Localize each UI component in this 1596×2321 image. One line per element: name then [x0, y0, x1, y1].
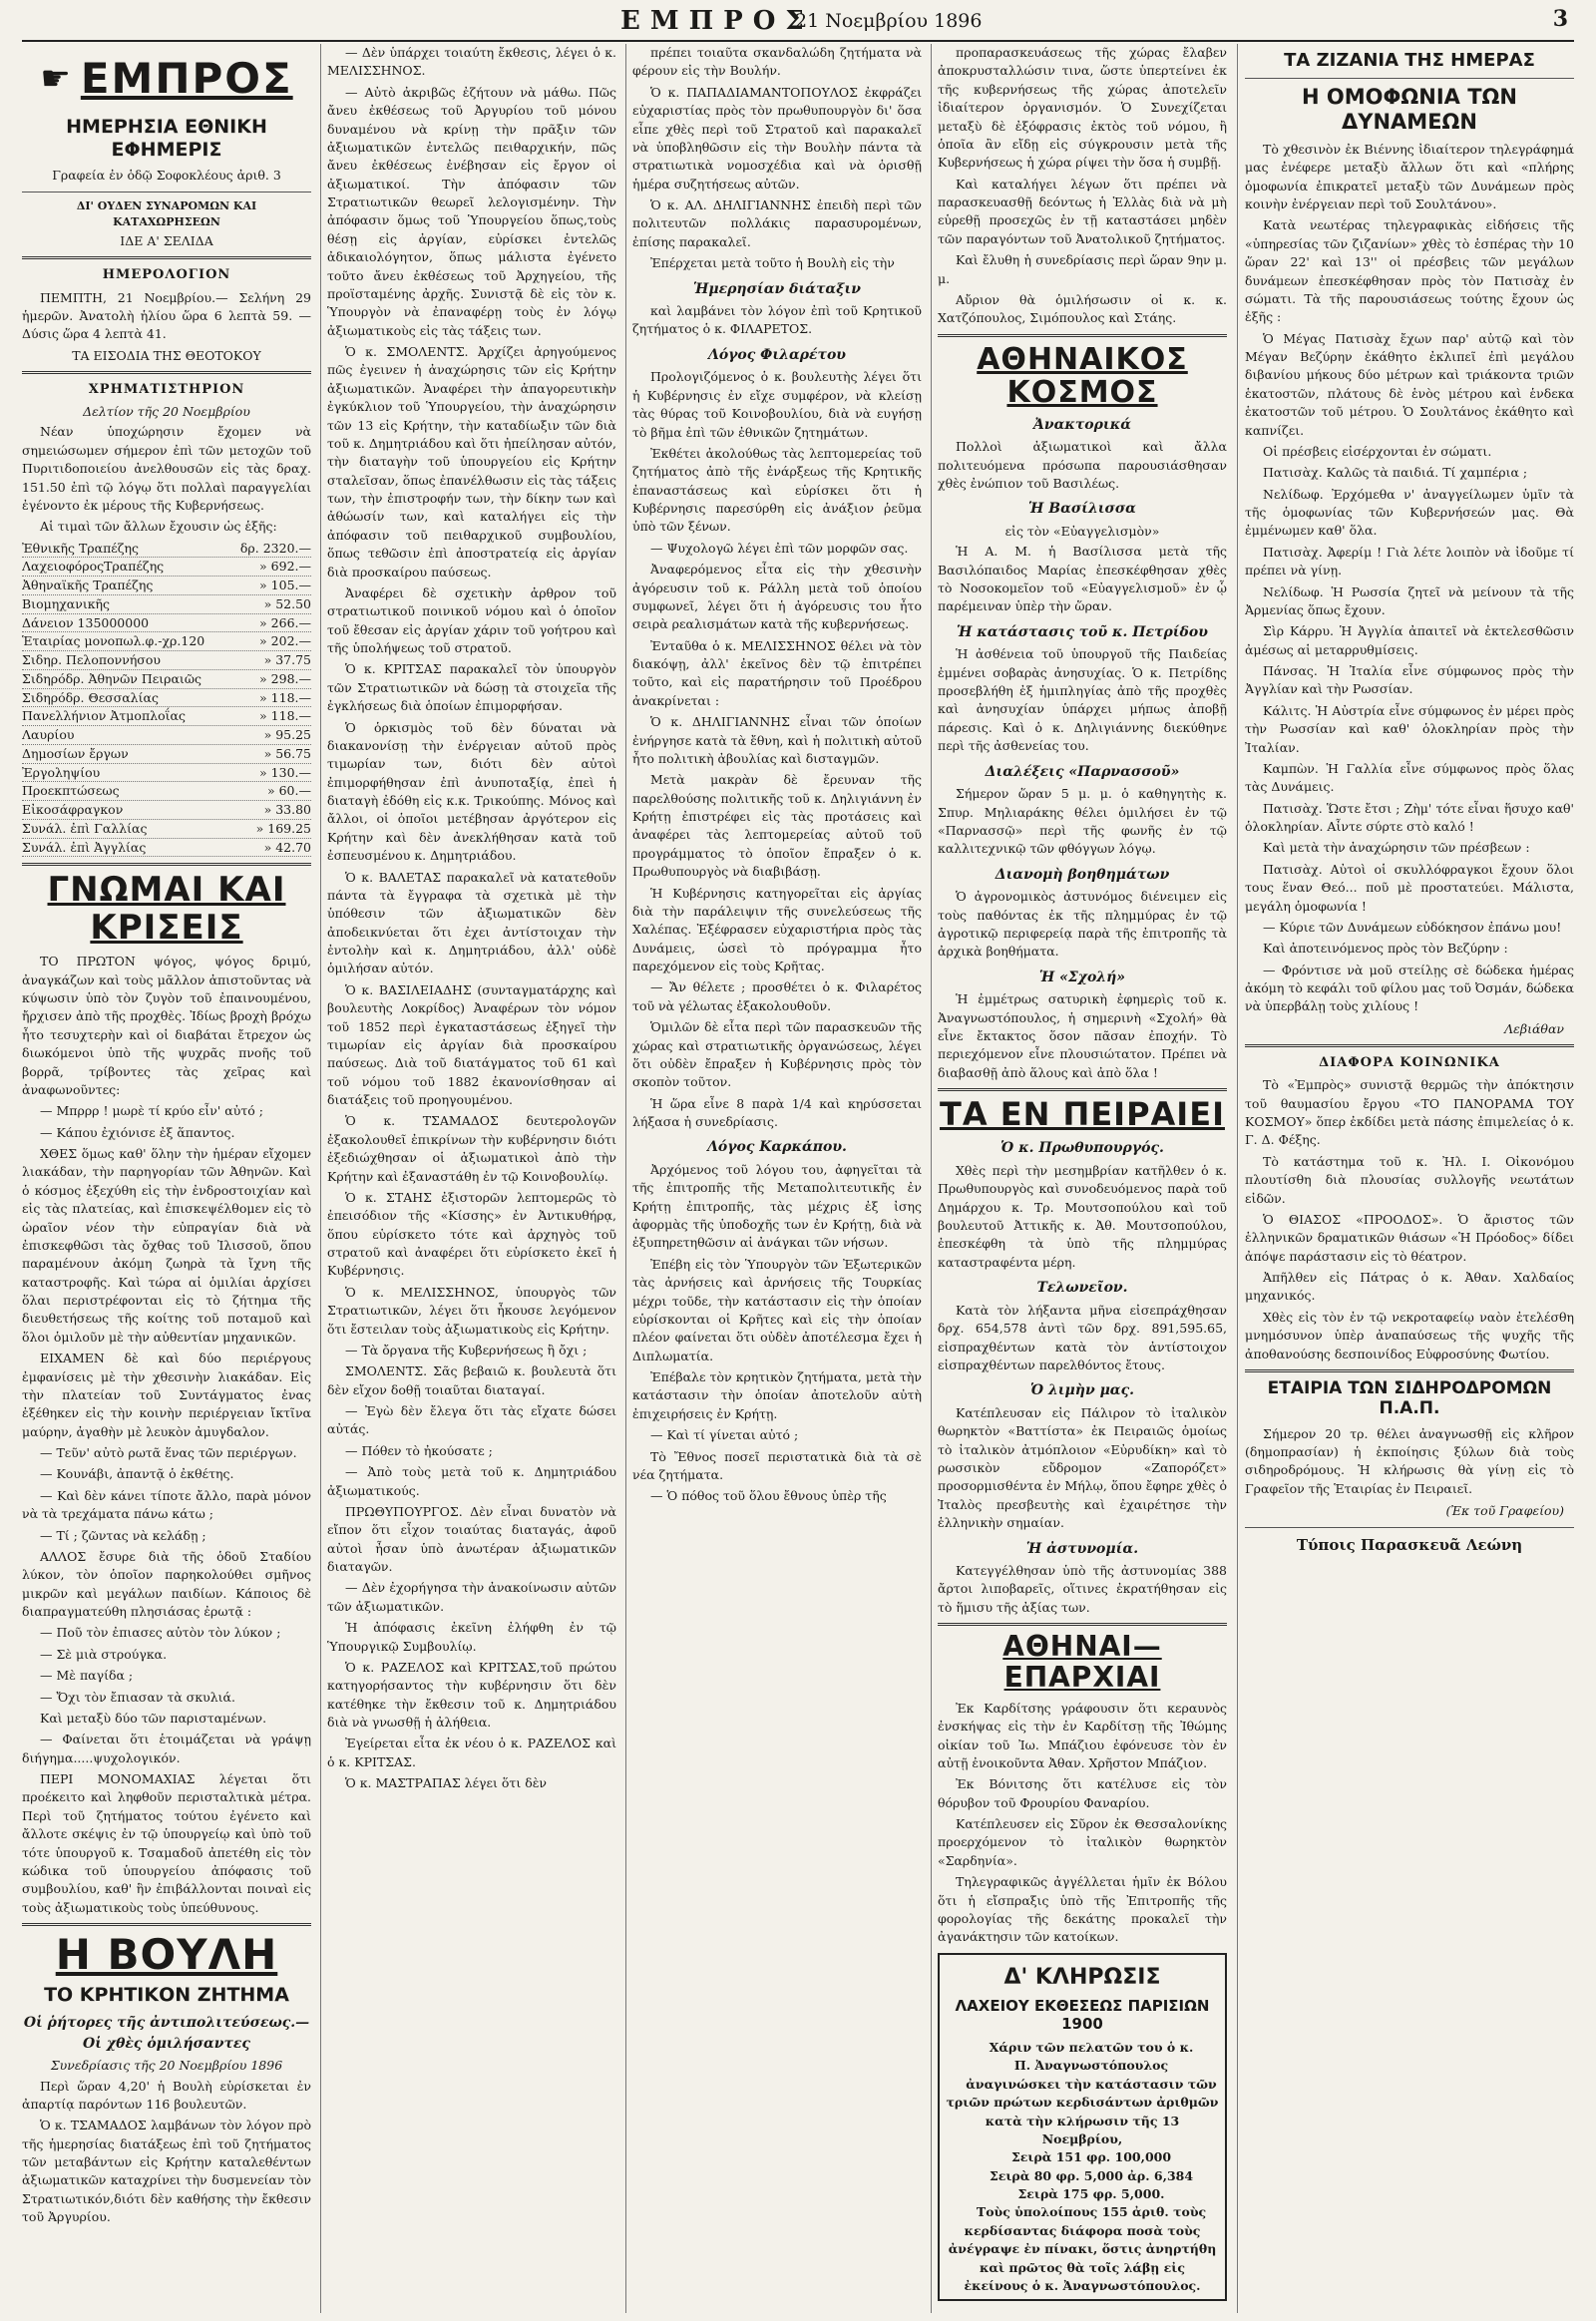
petrides-heading: Ἡ κατάστασις τοῦ κ. Πετρίδου [957, 623, 1208, 640]
opinions-paragraph: — Ὄχι τὸν ἔπιασαν τὰ σκυλιά. [40, 1689, 235, 1705]
lottery-line: Σειρὰ 151 φρ. 100,000 [1010, 2149, 1172, 2165]
debate-paragraph: Ὁ κ. ΠΑΠΑΔΙΑΜΑΝΤΟΠΟΥΛΟΣ ἐκφράζει εὐχαριστίας πρὸς τὸν πρωθυπουργὸν δι' ὅσα εἶπε χθὲς περὶ τοῦ Στρατοῦ καὶ παρακαλεῖ νὰ ὑποβληθῶσιν εἰς τὴν Βουλὴν πάντα τὰ στρατιωτικὰ νομοσχέδια καὶ νὰ ὁρισθῇ ἡμέρα συζητήσεως αὐτῶν. [632, 84, 922, 192]
divider [938, 1623, 1227, 1626]
zizania-paragraph: Καὶ ἀποτεινόμενος πρὸς τὸν Βεζύρην : [1263, 941, 1508, 957]
provinces-paragraph: Ἐκ Καρδίτσης γράφουσιν ὅτι κεραυνὸς ἐνσκήψας εἰς τὴν ἐν Καρδίτσῃ τῆς Ἰθώμης οἰκίαν τοῦ Ἰω. Μπάζιου ἐφόνευσε τὸν ἐν αὐτῇ ἐνοικοῦντα Ἀθαν. Χρῆστον Μπάζιον. [938, 1700, 1227, 1770]
piraeus-heading: ΤΑ ΕΝ ΠΕΙΡΑΙΕΙ [940, 1095, 1225, 1134]
market-row-name: ΛαχειοφόροςΤραπέζης [22, 559, 165, 575]
calendar-title: ΗΜΕΡΟΛΟΓΙΟΝ [102, 267, 231, 283]
column-rule [1237, 44, 1238, 2313]
social-body [1245, 1076, 1574, 1363]
market-row-value: » 169.25 [255, 820, 311, 836]
market-row [22, 632, 311, 651]
opinions-paragraph: ΧΘΕΣ ὅμως καθ' ὅλην τὴν ἡμέραν εἴχομεν λιακάδαν, τὴν παρηγορίαν τῶν Ἀθηνῶν. Καὶ ὁ κόσμος ἐξεχύθη εἰς τὴν ἐνδροστοιχίαν καὶ εἰς τὰς πλατείας, καὶ ἐπισκεψέλθομεν εἰς τὸ ὠραῖον νέον τὴν εὐπραγίαν διὰ νὰ ἐπισκεφθῶσι τὰς ὄχθας τοῦ Ἰλισσοῦ, ὅπου παραμένουν ἀκόμη ζωηρὰ τὰ ἴχνη τῆς καταστροφῆς. Καὶ τώρα αἱ ὁμιλίαι ἀρχίσει ὅλαι περιστρέφονται εἰς τὸ ζήτημα τῆς διευθετήσεως τῆς κοίτης τοῦ ποταμοῦ καὶ ὅλοι ὁμιλοῦν μὲ τὴν αὐθεντίαν μηχανικῶν. [22, 1146, 311, 1345]
divider [22, 371, 311, 374]
speech-karkapos-heading: Λόγος Καρκάπου. [707, 1139, 847, 1156]
pm-heading: Ὁ κ. Πρωθυπουργός. [1000, 1140, 1164, 1157]
school-text: Ἡ ἐμμέτρως σατυρικὴ ἐφημερὶς τοῦ κ. Ἀναγνωστόπουλος, ἡ σημερινὴ «Σχολή» θὰ εἶνε ἔκτακτος ὅσον πᾶσαν ἐποχήν. Τὸ περιεχόμενον εἶνε πλουσιώτατον. Πρέπει νὰ διαβασθῇ ἀπὸ ἅλους καὶ ἀπὸ ὅλα ! [938, 991, 1227, 1080]
market-row-name: Ἐθνικῆς Τραπέζης [22, 540, 140, 556]
market-row-value: » 33.80 [263, 802, 311, 818]
market-row-value: » 60.— [266, 783, 311, 799]
provinces-body [938, 1700, 1227, 1947]
zizania-paragraph: Νελίδωφ. Ἡ Ρωσσία ζητεῖ νὰ μείνουν τὰ τῆς Ἀρμενίας ὅπως ἔχουν. [1245, 583, 1574, 617]
debate-paragraph: Ὁ κ. ΑΛ. ΔΗΛΙΓΙΑΝΝΗΣ ἐπειδὴ περὶ τῶν πολιτευτῶν πολλάκις παρασυρομένων, ἐπίσης παρακαλεῖ. [632, 197, 922, 249]
provinces-paragraph: Τηλεγραφικῶς ἀγγέλλεται ἡμῖν ἐκ Βόλου ὅτι ἡ εἴσπραξις ὑπὸ τῆς Ἐπιτροπῆς τῆς φορολογίας τῆς δεκάτης προκαλεῖ τὴν ἀγανάκτησιν τῶν κατοίκων. [938, 1874, 1227, 1945]
market-table [22, 540, 311, 858]
opinions-paragraph: — Τεῦν' αὐτὸ ρωτᾶ ἕνας τῶν περιέργων. [40, 1445, 297, 1461]
market-row [22, 801, 311, 820]
lottery-line: Σειρὰ 175 φρ. 5,000. [1017, 2186, 1165, 2202]
market-row [22, 558, 311, 577]
boule-body [22, 2078, 311, 2227]
port-text: Κατέπλευσαν εἰς Πάλιρον τὸ ἰταλικὸν θωρηκτὸν «Βαττίστα» ἐκ Πειραιῶς ὁμοίως τὸ ἰταλικὸν ἀτμόπλοιον «Εὐρυδίκη» καὶ τὸ ρωσσικὸν εὔδρομον «Ζαπορόζετ» προσορμισθέντα ἐν Μήλῳ, ὅπου ἔφηρε χθὲς ὁ Ἰταλὸς πρεσβευτὴς καὶ ἐχαιρέτησε τὴν ἑλληνικὴν σημαίαν. [938, 1404, 1227, 1531]
market-row-value: δρ. 2320.— [239, 540, 311, 556]
speech-paragraph: Τὸ Ἔθνος ποσεῖ περιστατικὰ διὰ τὰ σὲ νέα ζητήματα. [632, 1448, 922, 1482]
column-2 [327, 44, 616, 2313]
lottery-subheading: ΛΑΧΕΙΟΥ ΕΚΘΕΣΕΩΣ ΠΑΡΙΣΙΩΝ 1900 [955, 1997, 1210, 2034]
debate-paragraph: Ὁ κ. ΡΑΖΕΛΟΣ καὶ ΚΡΙΤΣΑΣ,τοῦ πρώτου κατηγορήσαντος τὴν κυβέρνησιν ὅτι δὲν κατέθηκε τὴν ἔκθεσιν τοῦ κ. Δημητριάδου διὰ νὰ γνωσθῇ ἡ ἀλήθεια. [327, 1659, 616, 1730]
social-paragraph: Χθὲς εἰς τὸν ἐν τῷ νεκροταφείῳ ναὸν ἐτελέσθη μνημόσυνον ὑπὲρ ἀναπαύσεως τῆς ψυχῆς τῆς ἀποθανούσης δεσποινίδος Εὐφροσύνης Φωτίου. [1245, 1309, 1574, 1361]
market-row-value: » 37.75 [263, 652, 311, 668]
market-row-name: Ἀθηναϊκῆς Τραπέζης [22, 578, 154, 593]
lottery-body [946, 2039, 1219, 2295]
market-note: Αἱ τιμαὶ τῶν ἄλλων ἔχουσιν ὡς ἑξῆς: [40, 519, 277, 535]
signature: Λεβιάθαν [1504, 1020, 1564, 1036]
column-4 [938, 44, 1227, 2313]
divider [938, 1088, 1227, 1091]
speech-paragraph: — Καὶ τί γίνεται αὐτό ; [650, 1427, 799, 1443]
customs-heading: Τελωνεῖον. [1036, 1280, 1128, 1297]
parliament-debate-continued [632, 44, 922, 273]
relief-heading: Διανομὴ βοηθημάτων [995, 866, 1170, 883]
column-rule [320, 44, 321, 2313]
market-row [22, 782, 311, 801]
subscription-note: ΔΙ' ΟΥΔΕΝ ΣΥΝΑΡΟΜΩΝ ΚΑΙ ΚΑΤΑΧΩΡΗΣΕΩΝ [76, 198, 257, 228]
speech-karkapos-body [632, 1161, 922, 1506]
paper-name: ΕΜΠΡΟΣ [620, 6, 814, 36]
railway-text: Σήμερον 20 τρ. θέλει ἀναγνωσθῇ εἰς κλῆρον (δημοπρασίαν) ἡ ἐκποίησις ξύλων διὰ τοὺς σιδηροδρόμους. Ἡ κλήρωσις θὰ γίνῃ εἰς τὸ Γραφεῖον τῆς Ἑταιρίας ἐν Πειραιεῖ. [1245, 1425, 1574, 1496]
opinions-paragraph: ΑΛΛΟΣ ἔσυρε διὰ τῆς ὁδοῦ Σταδίου λύκον, τὸν ὁποῖον παρηκολούθει σμῆνος μικρῶν καὶ μεγάλων παιδίων. Κάποιος δὲ διαπραγματεύθη πλησιάσας ἐρωτᾷ : [22, 1548, 311, 1620]
speech-paragraph: Προλογιζόμενος ὁ κ. βουλευτὴς λέγει ὅτι ἡ Κυβέρνησις ἐν εἴχε συμφέρον, νὰ κλείσῃ τὰς θύρας τοῦ Κοινοβουλίου, διὰ νὰ ευγήσῃ τὸ βῆμα ἐπὶ τῶν ἐθνικῶν ζητημάτων. [632, 369, 922, 440]
speech-paragraph: Ὁ κ. ΔΗΛΙΓΙΑΝΝΗΣ εἶναι τῶν ὁποίων ἐνήργησε κατὰ τὰ ἔθνη, καὶ ἡ πολιτικὴ αὐτοῦ ἦτο πολιτικὴ ἀβουλίας καὶ δισταγμῶν. [632, 714, 922, 766]
lottery-heading: Δ' ΚΛΗΡΩΣΙΣ [1003, 1964, 1161, 1990]
parliament-debate-continued [327, 44, 616, 1793]
market-row [22, 670, 311, 689]
market-row-name: Ἑταιρίας μονοπωλ.φ.-χρ.120 [22, 633, 205, 649]
market-intro: Νέαν ὑποχώρησιν ἔχομεν νὰ σημειώσωμεν σήμερον ἐπὶ τῶν μετοχῶν τοῦ Πυριτιδοποιείου ἀνελθουσῶν εἰς τὰς δραχ. 151.50 ἐπὶ τῷ λόγῳ ὅτι πολλαὶ παραγγελίαι ἐγένοντο ἐκ μέρους τῆς Κυβερνήσεως. [22, 424, 311, 513]
debate-paragraph: προπαρασκευάσεως τῆς χώρας ἔλαβεν ἀποκρυσταλλώσιν τινα, ὥστε ὑπερτείνει ἐκ τῆς κυβερνήσεως τῆς χώρας ἀποτελεῖν ἰδιαίτερον ὀργανισμόν. Ὁ Συνεχίζεται μεταξὺ δὲ ἐξόφρασις ἐκτὸς τοῦ νόμου, ἢ ὁποῖα ἂν εἴδῃ εἰς σύγκρουσιν μετὰ τῆς Κυβερνήσεως ἡ χώρα ρίψει τὴν ὅσα ἡ συμβῇ. [938, 45, 1227, 171]
social-heading: ΔΙΑΦΟΡΑ ΚΟΙΝΩΝΙΚΑ [1319, 1055, 1500, 1071]
column-rule [625, 44, 626, 2313]
debate-paragraph: ΣΜΟΛΕΝΤΣ. Σᾶς βεβαιῶ κ. βουλευτὰ ὅτι δὲν εἴχον δοθῇ τοιαῦται διαταγαί. [327, 1363, 616, 1397]
queen-text: Ἡ Α. Μ. ἡ Βασίλισσα μετὰ τῆς Βασιλόπαιδος Μαρίας ἐπεσκέφθησαν χθὲς τὸ Νοσοκομεῖον τοῦ «Εὐαγγελισμοῦ» ἐν ᾧ παρέμειναν ὑπὲρ τὴν ὥραν. [938, 544, 1227, 614]
market-row-name: Συνάλ. ἐπὶ Ἀγγλίας [22, 839, 147, 855]
lottery-line: Π. Ἀναγνωστόπουλος [1013, 2058, 1169, 2074]
market-row-value: » 118.— [259, 689, 311, 705]
opinions-paragraph: — Τί ; ζῶντας νὰ κελάδῃ ; [40, 1527, 206, 1543]
paper-logo [22, 48, 311, 110]
masthead-rule [22, 40, 1574, 42]
market-row-value: » 42.70 [263, 839, 311, 855]
speech-paragraph: — Ὁ πόθος τοῦ ὅλου ἔθνους ὑπὲρ τῆς [650, 1488, 887, 1504]
market-row-name: Σιδηρόδρ. Θεσσαλίας [22, 689, 159, 705]
logo-text: ΕΜΠΡΟΣ [80, 54, 293, 103]
debate-paragraph: Ὁ ὁρκισμὸς τοῦ δὲν δύναται νὰ διακανονίσῃ τὴν ἐνέργειαν αὐτοῦ πρὸς τιμωρίαν των, διότι δὲν αὐτοὶ ἐπιμορφήθησαν ἐπὶ ἀνυποταξίᾳ, ἐπεὶ ἡ διαταγὴ ἐδόθη εἰς κ.κ. Τρικούπης. Μόνος καὶ ἄλλοι, οἱ ὁποῖοι μετέβησαν ἀργότερον εἰς Κρήτην καὶ δὲν ἀνεκλήθησαν κατὰ τοῦ ἐσπευσμένου κ. Δημητριάδου. [327, 719, 616, 864]
debate-paragraph: Ὁ κ. ΜΕΛΙΣΣΗΝΟΣ, ὑπουργὸς τῶν Στρατιωτικῶν, λέγει ὅτι ἦκουσε λεγόμενον ὅτι ἔστειλαν τοὺς ἀξιωματικοὺς εἰς Κρήτην. [327, 1284, 616, 1337]
speech-paragraph: Ἡ Κυβέρνησις κατηγορεῖται εἰς ἀργίας διὰ τὴν παράλειψιν τῆς συνελεύσεως τῆς Χαλέπας. Ἐξέφρασεν εὐχαριστήρια πρὸς τὰς Δυνάμεις, ὡσεὶ τὸ πρόγραμμα ἦτο παρεχόμενον εἰς τοὺς Κρῆτας. [632, 885, 922, 974]
zizania-paragraph: Τὸ χθεσινὸν ἐκ Βιέννης ἰδιαίτερον τηλεγράφημά μας ἐνέφερε μεταξὺ ἄλλων ὅτι καὶ «πλήρης ὁμοφωνία ἐπικρατεῖ μεταξὺ τῶν Δυνάμεων πρὸς κοινὴν ἐνέργειαν περὶ τοῦ Σουλτάνου». [1245, 141, 1574, 212]
zizania-paragraph: Πατισὰχ. Ὥστε ἔτσι ; Ζὴμ' τότε εἶναι ἥσυχο καθ' ὁλοκληρίαν. Αἶντε σύρτε στὸ καλό ! [1245, 800, 1574, 835]
opinions-paragraph: — Κάπου ἐχιόνισε ἐξ ἅπαντος. [40, 1124, 235, 1140]
opinions-paragraph: — Σὲ μιὰ στρούγκα. [40, 1646, 168, 1662]
debate-paragraph: Καὶ ἔλυθη ἡ συνεδρίασις περὶ ὥραν 9ην μ. μ. [938, 252, 1227, 286]
petrides-text: Ἡ ἀσθένεια τοῦ ὑπουργοῦ τῆς Παιδείας ἐμμένει σοβαρὰς ἀνησυχίας. Ὁ κ. Πετρίδης προσεβλήθη ἐξ ἡμιπληγίας ἀπὸ τῆς προχθὲς καὶ ἀνησυχίαν ὑπάρχει μήπως ἀποβῇ πάρεσις. Καὶ ὁ κ. Δηλιγιάννης διεκύθηνε περὶ τῆς ἀσθενείας του. [938, 646, 1227, 754]
zizania-paragraph: — Κύριε τῶν Δυνάμεων εὐδόκησον ἐπάνω μου! [1263, 919, 1562, 935]
debate-paragraph: Καὶ καταλήγει λέγων ὅτι πρέπει νὰ παρασκευασθῇ δεόντως ἡ Ἑλλὰς διὰ νὰ μὴ εὑρεθῇ προσεχῶς ἐν τῇ καταστάσει μηδὲν τῶν παραγόντων τοῦ Ἀνατολικοῦ ζητήματος. [938, 176, 1227, 246]
zizania-paragraph: Πατισὰχ. Καλῶς τὰ παιδιά. Τί χαμπέρια ; [1263, 465, 1528, 481]
railway-signature: (Ἐκ τοῦ Γραφείου) [1445, 1503, 1564, 1519]
market-title: ΧΡΗΜΑΤΙΣΤΗΡΙΟΝ [88, 382, 245, 397]
opinions-paragraph: ΕΙΧΑΜΕΝ δὲ καὶ δύο περιέργους ἐμφανίσεις μὲ τὴν χθεσινὴν λιακάδαν. Εἰς τὴν πλατείαν τοῦ Συντάγματος ἐνας ἐξέθηκεν εἰς τὴν κοινὴν περιέργειαν ἴκτῖνα μαύρην, ἀγαθὴν μὲ λευκὸν ἀμυγδαλον. [22, 1351, 311, 1439]
speech-philaretos-body [632, 368, 922, 1131]
debate-paragraph: Ὁ κ. ΜΑΣΤΡΑΠΑΣ λέγει ὅτι δὲν [345, 1775, 548, 1791]
opinions-paragraph: Καὶ μεταξὺ δύο τῶν παρισταμένων. [40, 1710, 267, 1726]
market-row [22, 651, 311, 670]
lectures-text: Σήμερον ὥραν 5 μ. μ. ὁ καθηγητὴς κ. Σπυρ. Μηλιαράκης θέλει ὁμιλήσει ἐν τῷ «Παρνασσῷ» περὶ τῆς φωνῆς ἐν τῷ καλλιτεχνικῷ τῶν φθόγγων λόγῳ. [938, 786, 1227, 857]
newspaper-page [22, 0, 1574, 2321]
debate-paragraph: — Αὐτὸ ἀκριβῶς ἐζήτουν νὰ μάθω. Πῶς ἄνευ ἐκθέσεως τοῦ Ἀργυρίου τοῦ μόνου δυναμένου νὰ κρίνῃ τὴν πρᾶξιν τῶν ἀξιωματικῶν ἐντελῶς πειθαρχικήν, πῶς ἄνευ ἐκθέσεως ἐνέβησαν εἰς ἔργον οἱ ἀξιωματικοί. Τὴν ἀπόφασιν τῶν Στρατιωτικῶν θεωρεῖ λελογισμένην. Τὴν ἀπόφασιν ὅμως τοῦ Ὑπουργείου ὅπως,τοὺς θέσῃ εἰς ἀργίαν, εὐρίσκει ἐντελῶς ἀδικαιολόγητον, ὅπως μάλιστα ἐγένετο τοῦτο ἄνευ ἐκθέσεως τοῦ Ἀρχηγείου, τῆς προϊσταμένης ἀρχῆς. Συνιστᾷ δὲ εἰς τὸν κ. Ὑπουργὸν νὰ ἐπαναφέρῃ τοὺς ἐν λόγῳ ἀξιωματικοὺς εἰς τὰς τάξεις των. [327, 84, 616, 338]
order-of-day-text: καὶ λαμβάνει τὸν λόγον ἐπὶ τοῦ Κρητικοῦ ζητήματος ὁ κ. ΦΙΛΑΡΕΤΟΣ. [632, 303, 922, 337]
market-row [22, 540, 311, 559]
market-row [22, 689, 311, 708]
queen-heading: Ἡ Βασίλισσα [1028, 501, 1136, 518]
zizania-paragraph: Νελίδωφ. Ἐρχόμεθα ν' ἀναγγείλωμεν ὑμῖν τὰ τῆς ὁμοφωνίας τῶν Κυβερνήσεών μας. Θὰ ἐμμένωμεν καθ' ὅλα. [1245, 486, 1574, 539]
speech-paragraph: Ἡ ὥρα εἶνε 8 παρὰ 1/4 καὶ κηρύσσεται λήξασα ἡ συνεδρίασις. [632, 1095, 922, 1130]
speech-paragraph: Ὁμιλῶν δὲ εἶτα περὶ τῶν παρασκευῶν τῆς χώρας καὶ στρατιωτικῆς ὀργανώσεως, λέγει ὅτι οὐδὲν ἔπραξεν ἡ Κυβέρνησις πρὸς τὸν σκοπὸν τοῦτον. [632, 1019, 922, 1090]
speech-paragraph: Μετὰ μακρὰν δὲ ἔρευναν τῆς παρελθούσης πολιτικῆς τοῦ κ. Δηλιγιάννη ἐν Κρήτῃ ἐπιστρέφει εἰς τὰς προτάσεις καὶ ἀναφέρει τὰς λεπτομερείας αὐτοῦ τοῦ προγράμματος τὸ ὁποῖον ἔπραξεν ὁ κ. Πρωθυπουργὸς νὰ διαβιβάσῃ. [632, 772, 922, 880]
market-row-value: » 202.— [259, 633, 311, 649]
debate-paragraph: — Δὲν ἐχορήγησα τὴν ἀνακοίνωσιν αὐτῶν τῶν ἀξιωματικῶν. [327, 1580, 616, 1614]
provinces-heading: ΑΘΗΝΑΙ—ΕΠΑΡΧΙΑΙ [1002, 1630, 1162, 1695]
pointing-hand-icon: ☛ [40, 58, 71, 99]
debate-paragraph: πρέπει τοιαῦτα σκανδαλώδη ζητήματα νὰ φέρουν εἰς τὴν Βουλήν. [632, 45, 922, 79]
opinions-paragraph: — Φαίνεται ὅτι ἑτοιμάζεται νὰ γράψῃ διήγημα.....ψυχολογικόν. [22, 1732, 311, 1765]
zizania-paragraph: Οἱ πρέσβεις εἰσέρχονται ἐν σώματι. [1263, 443, 1492, 459]
divider [1245, 78, 1574, 79]
zizania-paragraph: Καμπὼν. Ἡ Γαλλία εἶνε σύμφωνος πρὸς ὅλας τὰς Δυνάμεις. [1245, 760, 1574, 795]
boule-subheading: ΤΟ ΚΡΗΤΙΚΟΝ ΖΗΤΗΜΑ [44, 1984, 289, 2007]
lottery-line: Σειρὰ 80 φρ. 5,000 ἀρ. 6,384 [989, 2167, 1194, 2183]
zizania-paragraph: Κατὰ νεωτέρας τηλεγραφικὰς εἰδήσεις τῆς «ὑπηρεσίας τῶν ζιζανίων» χθὲς τὸ ἑσπέρας τὴν 10 ὥραν 22' καὶ 13'' οἱ πρέσβεις τῶν μεγάλων δυνάμεων ἐπεσκέφθησαν πρὸς τὸν Πατισὰχ ἐν σώματι. Τὰ τῆς παρουσιάσεως τούτης ἔχουν ὡς ἑξῆς : [1245, 217, 1574, 325]
speech-paragraph: — Ἄν θέλετε ; προσθέτει ὁ κ. Φιλαρέτος τοῦ νὰ γέλωτας ἐξακολουθοῦν. [632, 979, 922, 1013]
police-text: Κατεγγέλθησαν ὑπὸ τῆς ἀστυνομίας 388 ἄρτοι λιποβαρεῖς, οἵτινες ἐκρατήθησαν εἰς τὸ ἥμισυ τῆς ἀξίας των. [938, 1563, 1227, 1615]
railway-heading: ΕΤΑΙΡΙΑ ΤΩΝ ΣΙΔΗΡΟΔΡΟΜΩΝ Π.Α.Π. [1267, 1377, 1552, 1419]
zizania-paragraph: Ὁ Μέγας Πατισὰχ ἔχων παρ' αὐτῷ καὶ τὸν Μέγαν Βεζύρην ἐκάθητο ἐκλιπεῖ ἐπὶ μεγάλου διβανίου μήκους δύο μέτρων καὶ τριάκοντα τριῶν ἑκατοστῶν, πλάτους δὲ ἑνὸς μέτρου καὶ ἑνδεκα ἑκατοστῶν τοῦ μέτρου. Ὁ Σουλτάνος ἐκάθητο καὶ καπνίζει. [1245, 330, 1574, 438]
debate-paragraph: Ἐπέρχεται μετὰ τοῦτο ἡ Βουλὴ εἰς τὴν [650, 255, 895, 271]
divider [938, 334, 1227, 337]
debate-paragraph: Ὁ κ. ΚΡΙΤΣΑΣ παρακαλεῖ τὸν ὑπουργὸν τῶν Στρατιωτικῶν νὰ δώσῃ τὰ στοιχεῖα τῆς ἐγκλήσεως διὰ ὁποίων ἐπιμορφήσαν. [327, 661, 616, 714]
lottery-line: ἀναγινώσκει τὴν κατάστασιν τῶν τριῶν πρώτων κερδισάντων ἀριθμῶν κατὰ τὴν κλήρωσιν τῆς 13 Νοεμβρίου, [946, 2076, 1219, 2146]
zizania-paragraph: Κάλιτς. Ἡ Αὐστρία εἶνε σύμφωνος ἐν μέρει πρὸς τὴν Ρωσσίαν καὶ καθ' ὁλοκληρίαν πρὸς τὴν Ἰταλίαν. [1245, 702, 1574, 755]
debate-paragraph: Ὁ κ. ΒΑΛΕΤΑΣ παρακαλεῖ νὰ κατατεθοῦν πάντα τὰ ἔγγραφα τὰ σχετικὰ μὲ τὴν ὑπόθεσιν τῶν ἀξιωματικῶν δὲν ἀποδεικνύεται ὅτι ἐχει ἀντίστοιχαν τὴν ἐντολὴν καὶ κ. Δημητριάδου, ἀλλ' οὐδὲ ὁμιλήσαν αὐτόν. [327, 869, 616, 976]
market-row-value: » 105.— [259, 578, 311, 593]
debate-paragraph: — Ἀπὸ τοὺς μετὰ τοῦ κ. Δημητριάδου ἀξιωματικούς. [327, 1464, 616, 1498]
market-row-name: Δάνειον 135000000 [22, 614, 150, 630]
divider [1245, 1527, 1574, 1528]
provinces-paragraph: Ἐκ Βόνιτσης ὅτι κατέλυσε εἰς τὸν θόρυβον τοῦ Φρουρίου Φαναρίου. [938, 1776, 1227, 1810]
speech-paragraph: Ἐκθέτει ἀκολούθως τὰς λεπτομερείας τοῦ ζητήματος ἀπὸ τῆς ἐνάρξεως τῆς Κρητικῆς ἐπαναστάσεως καὶ εὑρίσκει ὅτι ἡ Κυβέρνησις παρεσύρθη εἰς ἀνάξιον ῥεῦμα ὑπὸ τῶν ξένων. [632, 445, 922, 535]
social-paragraph: Ἀπῆλθεν εἰς Πάτρας ὁ κ. Ἀθαν. Χαλδαίος μηχανικός. [1245, 1270, 1574, 1304]
speech-paragraph: Ἐνταῦθα ὁ κ. ΜΕΛΙΣΣΗΝΟΣ θέλει νὰ τὸν διακόψῃ, ἀλλ' ἐκεῖνος δὲν τῷ ἐπιτρέπει τοῦτο, καὶ εἰς παρατήρησιν τοῦ Προέδρου ἀνακρίνεται : [632, 637, 922, 708]
boule-paragraph: Ὁ κ. ΤΣΑΜΑΔΟΣ λαμβάνων τὸν λόγον πρὸ τῆς ἡμερησίας διατάξεως ἐπὶ τοῦ ζητήματος τῶν μεταβάντων εἰς Κρήτην καταλεθέντων ἀξιωματικῶν καταχρίνει τὴν δυσμενείαν τὸν Στρατιωτικόν,διότι δὲν καθήσης τὴν ἔκθεσιν τοῦ Ἀργυρίου. [22, 2118, 311, 2225]
palace-news-heading: Ἀνακτορικά [1033, 416, 1131, 433]
zizania-paragraph: Πατισὰχ. Ἀφερίμ ! Γιὰ λέτε λοιπὸν νὰ ἰδοῦμε τί πρέπει νὰ γίνῃ. [1245, 544, 1574, 579]
market-subtitle: Δελτίον τῆς 20 Νοεμβρίου [83, 404, 250, 420]
zizania-paragraph: Καὶ μετὰ τὴν ἀναχώρησιν τῶν πρέσβεων : [1263, 840, 1530, 856]
opinions-body [22, 953, 311, 1917]
divider [1245, 1369, 1574, 1372]
boule-heading: Η ΒΟΥΛΗ [55, 1930, 278, 1980]
school-heading: Ἡ «Σχολή» [1038, 968, 1126, 985]
police-heading: Ἡ ἀστυνομία. [1025, 1540, 1139, 1557]
debate-paragraph: ΠΡΩΘΥΠΟΥΡΓΟΣ. Δὲν εἶναι δυνατὸν νὰ εἴπον ὅτι εἶχον τοιαύτας διαταγάς, ἀφοῦ αὐτοὶ ἦσαν ὑπὸ ἀνωτέραν ἀξιωματικῶν διαταγῶν. [327, 1503, 616, 1574]
speech-paragraph: — Ψυχολογῶ λέγει ἐπὶ τῶν μορφῶν σας. [650, 540, 909, 556]
feast-title: ΤΑ ΕΙΣΟΔΙΑ ΤΗΣ ΘΕΟΤΟΚΟΥ [72, 347, 261, 363]
opinions-paragraph: — Ποῦ τὸν ἐπιασες αὐτὸν τὸν λύκον ; [40, 1625, 281, 1641]
debate-paragraph: Ὁ κ. ΒΑΣΙΛΕΙΑΔΗΣ (συνταγματάρχης καὶ βουλευτὴς Λοκρίδος) Ἀναφέρων τὸν νόμον τοῦ 1852 περὶ ἐγκαταστάσεως ἐξηγεῖ τὴν τιμωρίαν εἰς ἀργίαν διὰ προσκαίρου παύσεως. Διὰ τοῦ διατάγματος τοῦ 61 καὶ τοῦ νόμου τοῦ 1882 ἐκανονίσθησαν αἱ διατάξεις τοῦ προηγουμένου. [327, 981, 616, 1107]
page-number: 3 [1552, 6, 1568, 32]
market-row-name: Ἐργοληψίου [22, 764, 101, 780]
debate-paragraph: Ἀναφέρει δὲ σχετικὴν ἀρθρον τοῦ στρατιωτικοῦ ποινικοῦ νόμου καὶ ὁ ὁποῖον τοῦ ἔθεσαν εἰς ἀργίαν χάριν τοῦ γοήτρου καὶ τῆς ὑπολήψεως τοῦ στρατοῦ. [327, 584, 616, 655]
debate-paragraph: Ὁ κ. ΣΤΑΗΣ ἐξιστορῶν λεπτομερῶς τὸ ἐπεισόδιον τῆς «Κίσσης» ἐν Ἀντικυθήρᾳ, ὅπου εὑρίσκετο τότε καὶ ἀρχηγὸς τοῦ στρατοῦ καὶ ἀναφέρει ὅτι εὑρίσκετο ἐκεῖ ἡ Κυβέρνησις. [327, 1189, 616, 1279]
debate-paragraph: Αὔριον θὰ ὁμιλήσωσιν οἱ κ. κ. Χατζόπουλος, Σιμόπουλος καὶ Στάης. [938, 291, 1227, 326]
market-row-value: » 52.50 [263, 595, 311, 611]
market-row-value: » 692.— [259, 559, 311, 575]
masthead [22, 0, 1574, 40]
opinions-paragraph: ΠΕΡΙ ΜΟΝΟΜΑΧΙΑΣ λέγεται ὅτι προέκειτο καὶ ληφθοῦν περισταλτικὰ μέτρα. Περὶ τοῦ ζητήματος τούτου ἐγένετο καὶ ἄλλοτε σκέψις ἐν τῷ ὑπουργείῳ καὶ ὑπὸ τοῦ τότε ὑπουργοῦ κ. Τσαμαδοῦ ἀπετέθη εἰς τὸν κώδικα τοῦ ὑπουργείου ἀπόφασις τοῦ συμβουλίου, καθ' ἣν ἐπιβάλλονται ποιναὶ εἰς τοὺς ἀξιωματικοὺς τοὺς ὑπεύθυνους. [22, 1771, 311, 1915]
athens-society-heading: ΑΘΗΝΑΙΚΟΣ ΚΟΣΜΟΣ [977, 341, 1188, 410]
market-row [22, 726, 311, 745]
column-3 [632, 44, 922, 2313]
opinions-paragraph: ΤΟ ΠΡΩΤΟΝ ψόγος, ψόγος δριμύ, ἀναγκάζων καὶ τοὺς μᾶλλον ἀπιστοῦντας νὰ κύψωσιν ὑπὸ τὸν ζυγὸν τοῦ ἐπαινουμένου, ἤρχισεν ἀπὸ τῆς προχθὲς. Ἰδίως βροχὴ βρόχω ἦτο τεσυχτερὴν καὶ οἱ διαβάται ἔτρεχον ὡς διωκόμενοι ὑπὸ τῆς ψυχρᾶς πνοῆς τοῦ βορρᾶ, τρίβοντες τὰς χεῖρας καὶ ἀναφωνοῦντες: [22, 954, 311, 1097]
market-row [22, 577, 311, 595]
debate-paragraph: — Ἐγὼ δὲν ἔλεγα ὅτι τὰς εἴχατε δώσει αὐτάς. [327, 1403, 616, 1437]
speech-paragraph: Ἐπέβη εἰς τὸν Ὑπουργὸν τῶν Ἐξωτερικῶν τὰς ἀρνήσεις καὶ ἀρνήσεις τῆς Τουρκίας μέχρι τοῦδε, τὴν κατάστασιν εἰς τὴν ὁποίαν εὑρίσκονται οἱ Κρῆτες καὶ εἰς τὴν ὁποίαν πλέον φαίνεται ὅτι οὐδὲν ἀποτέλεσμα ἔχει ἡ Διπλωματία. [632, 1256, 922, 1363]
market-row [22, 707, 311, 726]
lectures-heading: Διαλέξεις «Παρνασσοῦ» [985, 763, 1180, 780]
lottery-line: Χάριν τῶν πελατῶν του ὁ κ. [989, 2040, 1194, 2056]
tagline: ΗΜΕΡΗΣΙΑ ΕΘΝΙΚΗ ΕΦΗΜΕΡΙΣ [66, 115, 267, 161]
market-row-value: » 95.25 [263, 727, 311, 743]
debate-paragraph: Ἡ ἀπόφασις ἐκεῖνη ἐλήφθη ἐν τῷ Ὑπουργικῷ Συμβουλίῳ. [327, 1620, 616, 1654]
provinces-paragraph: Κατέπλευσεν εἰς Σῦρον ἐκ Θεσσαλονίκης προερχόμενον τὸ ἰταλικὸν θωρηκτὸν «Σαρδηνία». [938, 1816, 1227, 1868]
zizania-paragraph: Πάνσας. Ἡ Ἰταλία εἶνε σύμφωνος πρὸς τὴν Ἀγγλίαν καὶ τὴν Ρωσσίαν. [1245, 663, 1574, 697]
divider [22, 192, 311, 193]
debate-paragraph: Ὁ κ. ΤΣΑΜΑΔΟΣ δευτερολογῶν ἐξακολουθεῖ ἐπικρίνων τὴν κυβέρνησιν διότι ἐξεδιώχθησαν οἱ ἀξιωματικοὶ ἀπὸ τὴν Κρήτην καὶ ἐξαναστάθη ἐν τῷ Κοινοβουλίῳ. [327, 1113, 616, 1184]
market-row [22, 614, 311, 633]
market-row-name: Δημοσίων ἔργων [22, 745, 129, 761]
opinions-paragraph: — Κουνάβι, ἀπαντᾷ ὁ ἐκθέτης. [40, 1466, 234, 1482]
debate-paragraph: — Τὰ ὄργανα τῆς Κυβερνήσεως ἢ ὄχι ; [345, 1342, 588, 1357]
speech-paragraph: Ἀναφερόμενος εἶτα εἰς τὴν χθεσινὴν ἀγόρευσιν τοῦ κ. Ράλλη μετὰ τοῦ ὁποίου συμφωνεῖ, λέγει ὅτι ἡ ἀγόρευσις του ἦτο σειρὰ ρεαλισμάτων κατὰ τῆς κυβερνήσεως. [632, 562, 922, 632]
zizania-heading: ΤΑ ΖΙΖΑΝΙΑ ΤΗΣ ΗΜΕΡΑΣ [1284, 50, 1535, 71]
market-row-name: Εἰκοσάφραγκον [22, 802, 124, 818]
market-row-name: Βιομηχανικῆς [22, 595, 111, 611]
printer-imprint: Τύποις Παρασκευᾶ Λεώνη [1296, 1535, 1523, 1554]
zizania-subheading: Η ΟΜΟΦΩΝΙΑ ΤΩΝ ΔΥΝΑΜΕΩΝ [1302, 84, 1517, 134]
social-paragraph: Τὸ «Ἐμπρὸς» συνιστᾷ θερμῶς τὴν ἀπόκτησιν τοῦ θαυμασίου ἔργου «ΤΟ ΠΑΝΟΡΑΜΑ ΤΟΥ ΚΟΣΜΟΥ» ὅπερ ἐκδίδει μετὰ πάσης ἐπιμελείας ὁ κ. Γ. Δ. Φέξης. [1245, 1077, 1574, 1148]
debate-conclusion [938, 44, 1227, 328]
market-row [22, 595, 311, 614]
column-5 [1245, 44, 1574, 2313]
order-of-day-heading: Ἡμερησίαν διάταξιν [693, 280, 861, 297]
market-row-value: » 130.— [259, 764, 311, 780]
debate-paragraph: Ὁ κ. ΣΜΟΛΕΝΤΣ. Ἀρχίζει ἀρηγούμενος πῶς ἐγεινεν ἡ ἀναχώρησις τῶν εἰς Κρήτην ἀξιωματικῶν. Ἀναφέρει τὴν ἀπαγορευτικὴν ἐγκύκλιον τοῦ Ὑπουργείου, τὴν ἀναχώρησιν τῶν 13 εἰς Κρήτην, τὴν καταδίωξιν τῶν διὰ τοῦ κ. Δημητριάδου καὶ ὅτι ἠπείλησαν αὐτόν, τὴν διαταγὴν τοῦ ὑπουργείου εἰς Κρήτην σταλεῖσαν, ὅπως ἐπανέλθωσιν εἰς τὰς τάξεις των, τὴν ἐπιστροφήν των, τὴν δίκην των καὶ ἀθώωσίν των, καὶ καταλήγει εἰς τὴν ἀπόφασιν τοῦ πειθαρχικοῦ συμβουλίου, ὅπως τεθῶσιν ἐπὶ ἀποστρατείᾳ εἰς ἀργίαν διὰ προσκαίρου παύσεως. [327, 344, 616, 580]
opinions-paragraph: — Καὶ δὲν κάνει τίποτε ἄλλο, παρὰ μόνον νὰ τὰ τρεχάματα πάνω κάτω ; [22, 1487, 311, 1522]
opinions-paragraph: — Μὲ παγίδα ; [40, 1668, 134, 1684]
market-row-value: » 56.75 [263, 745, 311, 761]
zizania-paragraph: Σὶρ Κάρρυ. Ἡ Ἀγγλία ἀπαιτεῖ νὰ ἐκτελεσθῶσιν ἀμέσως αἱ μεταρρυθμίσεις. [1245, 623, 1574, 657]
boule-session: Συνεδρίασις τῆς 20 Νοεμβρίου 1896 [50, 2058, 283, 2074]
boule-subsubheading: Οἱ ῥήτορες τῆς ἀντιπολιτεύσεως.—Οἱ χθὲς ὁμιλήσαντες [23, 2015, 310, 2052]
divider [22, 863, 311, 866]
speech-paragraph: Ἐπέβαλε τὸν κρητικὸν ζητήματα, μετὰ τὴν κατάστασιν τὴν ὁποίαν ἀποτελοῦν αὐτὴ ἐπιχειρήσεις ἐν Κρήτῃ. [632, 1369, 922, 1421]
market-row-name: Λαυρίου [22, 727, 75, 743]
opinions-heading: ΓΝΩΜΑΙ ΚΑΙ ΚΡΙΣΕΙΣ [47, 870, 286, 948]
column-1 [22, 44, 311, 2313]
customs-text: Κατὰ τὸν λήξαντα μῆνα εἰσεπράχθησαν δρχ. 654,578 ἀντὶ τῶν δρχ. 891,595.65, εἰσπραχθέντων κατὰ τὸν ἀντίστοιχον εἰσπραχθέντων παρελθόντος ἔτους. [938, 1302, 1227, 1372]
zizania-paragraph: — Φρόντισε νὰ μοῦ στείλῃς σὲ δώδεκα ἡμέρας ἀκόμη τὸ κεφάλι τοῦ φίλου μας τοῦ Ὀσμάν, δώδεκα νὰ ὑπερβάλῃ τοὺς χιλίους ! [1245, 962, 1574, 1014]
debate-paragraph: — Πόθεν τὸ ἠκούσατε ; [345, 1442, 493, 1458]
market-row-name: Πανελλήνιον Ἀτμοπλοΐας [22, 708, 186, 724]
debate-paragraph: — Δὲν ὑπάρχει τοιαύτη ἔκθεσις, λέγει ὁ κ. ΜΕΛΙΣΣΗΝΟΣ. [327, 45, 616, 79]
column-rule [931, 44, 932, 2313]
market-row-name: Σιδηρ. Πελοποννήσου [22, 652, 161, 668]
divider [1245, 1044, 1574, 1047]
relief-text: Ὁ ἀγρονομικὸς ἀστυνόμος διένειμεν εἰς τοὺς παθόντας ἐκ τῆς πλημμύρας ἐν τῷ ἀγροτικῷ περιφερείᾳ παρὰ τῆς ἐπιτροπῆς τὰ ἀρχικὰ βοηθήματα. [938, 889, 1227, 960]
market-row [22, 745, 311, 764]
divider [22, 1923, 311, 1926]
social-paragraph: Ὁ ΘΙΑΣΟΣ «ΠΡΟΟΔΟΣ». Ὁ ἄριστος τῶν ἑλληνικῶν δραματικῶν θιάσων «Ἡ Πρόοδος» δίδει ἀπόψε παράστασιν εἰς τὸ θέατρον. [1245, 1211, 1574, 1264]
market-row-value: » 118.— [259, 708, 311, 724]
zizania-body [1245, 141, 1574, 1016]
boule-paragraph: Περὶ ὥραν 4,20' ἡ Βουλὴ εὑρίσκεται ἐν ἀπαρτίᾳ παρόντων 116 βουλευτῶν. [22, 2078, 311, 2112]
market-row-value: » 298.— [259, 670, 311, 686]
queen-subheading: εἰς τὸν «Εὐαγγελισμὸν» [1004, 523, 1160, 539]
zizania-paragraph: Πατισὰχ. Αὐτοὶ οἱ σκυλλόφραγκοι ἔχουν ὅλοι τους ἕναν Θεό... ποῦ μὲ προστατεύει. Μάλιστα, μεγάλη ὁμοφωνία ! [1245, 861, 1574, 914]
see-page-note: ΙΔΕ Α' ΣΕΛΙΔΑ [120, 233, 213, 249]
market-row [22, 839, 311, 858]
office-address: Γραφεία ἐν ὁδῷ Σοφοκλέους ἀριθ. 3 [52, 168, 281, 184]
palace-news-text: Πολλοὶ ἀξιωματικοὶ καὶ ἄλλα πολιτευόμενα πρόσωπα παρουσιάσθησαν χθὲς ἐνώπιον τοῦ Βασιλέως. [938, 439, 1227, 491]
social-paragraph: Τὸ κατάστημα τοῦ κ. Ἠλ. Ι. Οἰκονόμου πλουτίσθη διὰ πλουσίας συλλογῆς νεωτάτων εἰδῶν. [1245, 1153, 1574, 1206]
market-row-name: Προεκπτώσεως [22, 783, 120, 799]
pm-text: Χθὲς περὶ τὴν μεσημβρίαν κατῆλθεν ὁ κ. Πρωθυπουργὸς καὶ συνοδευόμενος παρὰ τοῦ Δημάρχου κ. Τρ. Μουτσοπούλου καὶ τοῦ βουλευτοῦ Ἀττικῆς κ. Ἀθ. Μουτσοπούλου, ἐπεσκέφθη τὰ ὑπὸ τῆς πλημμύρας καταστραφέντα μέρη. [938, 1162, 1227, 1270]
market-row [22, 764, 311, 783]
market-row [22, 820, 311, 839]
port-heading: Ὁ λιμὴν μας. [1030, 1382, 1134, 1399]
market-row-name: Συνάλ. ἐπὶ Γαλλίας [22, 820, 148, 836]
calendar-text: ΠΕΜΠΤΗ, 21 Νοεμβρίου.— Σελήνη 29 ἡμερῶν. Ἀνατολὴ ἡλίου ὥρα 6 λεπτὰ 59. —Δύσις ὥρα 4 λεπτὰ 41. [22, 289, 311, 342]
paper-date: 21 Νοεμβρίου 1896 [795, 10, 983, 32]
market-row-value: » 266.— [259, 614, 311, 630]
lottery-line: Τοὺς ὑπολοίπους 155 ἀριθ. τοὺς κερδίσαντας διάφορα ποσὰ τοὺς ἀνέγραψε ἐν πίνακι, ὅστις ἀνηρτήθη καὶ πρῶτος θὰ τοῖς λάβῃ εἰς ἐκείνους ὁ κ. Ἀναγνωστόπουλος. [948, 2204, 1217, 2293]
opinions-paragraph: — Μπρρρ ! μωρὲ τί κρύο εἶν' αὐτό ; [40, 1103, 263, 1119]
market-row-name: Σιδηρόδρ. Ἀθηνῶν Πειραιῶς [22, 670, 202, 686]
debate-paragraph: Ἐγείρεται εἶτα ἐκ νέου ὁ κ. ΡΑΖΕΛΟΣ καὶ ὁ κ. ΚΡΙΤΣΑΣ. [327, 1736, 616, 1769]
speech-philaretos-heading: Λόγος Φιλαρέτου [707, 346, 847, 363]
lottery-advertisement [938, 1953, 1227, 2302]
divider [22, 256, 311, 259]
speech-paragraph: Ἀρχόμενος τοῦ λόγου του, ἀφηγεῖται τὰ τῆς ἐπιτροπῆς τῆς Μεταπολιτευτικῆς ἐν Κρήτῃ ἐπιτροπῆς, τὰς μέχρις ἐξ ἰσης ἀφορμὰς τῆς ὑποδοχῆς των ἐν Κρήτῃ, διὰ νὰ ἐξυπηρετηθῶσιν αἱ ἀνάγκαι τῶν νήσων. [632, 1161, 922, 1251]
